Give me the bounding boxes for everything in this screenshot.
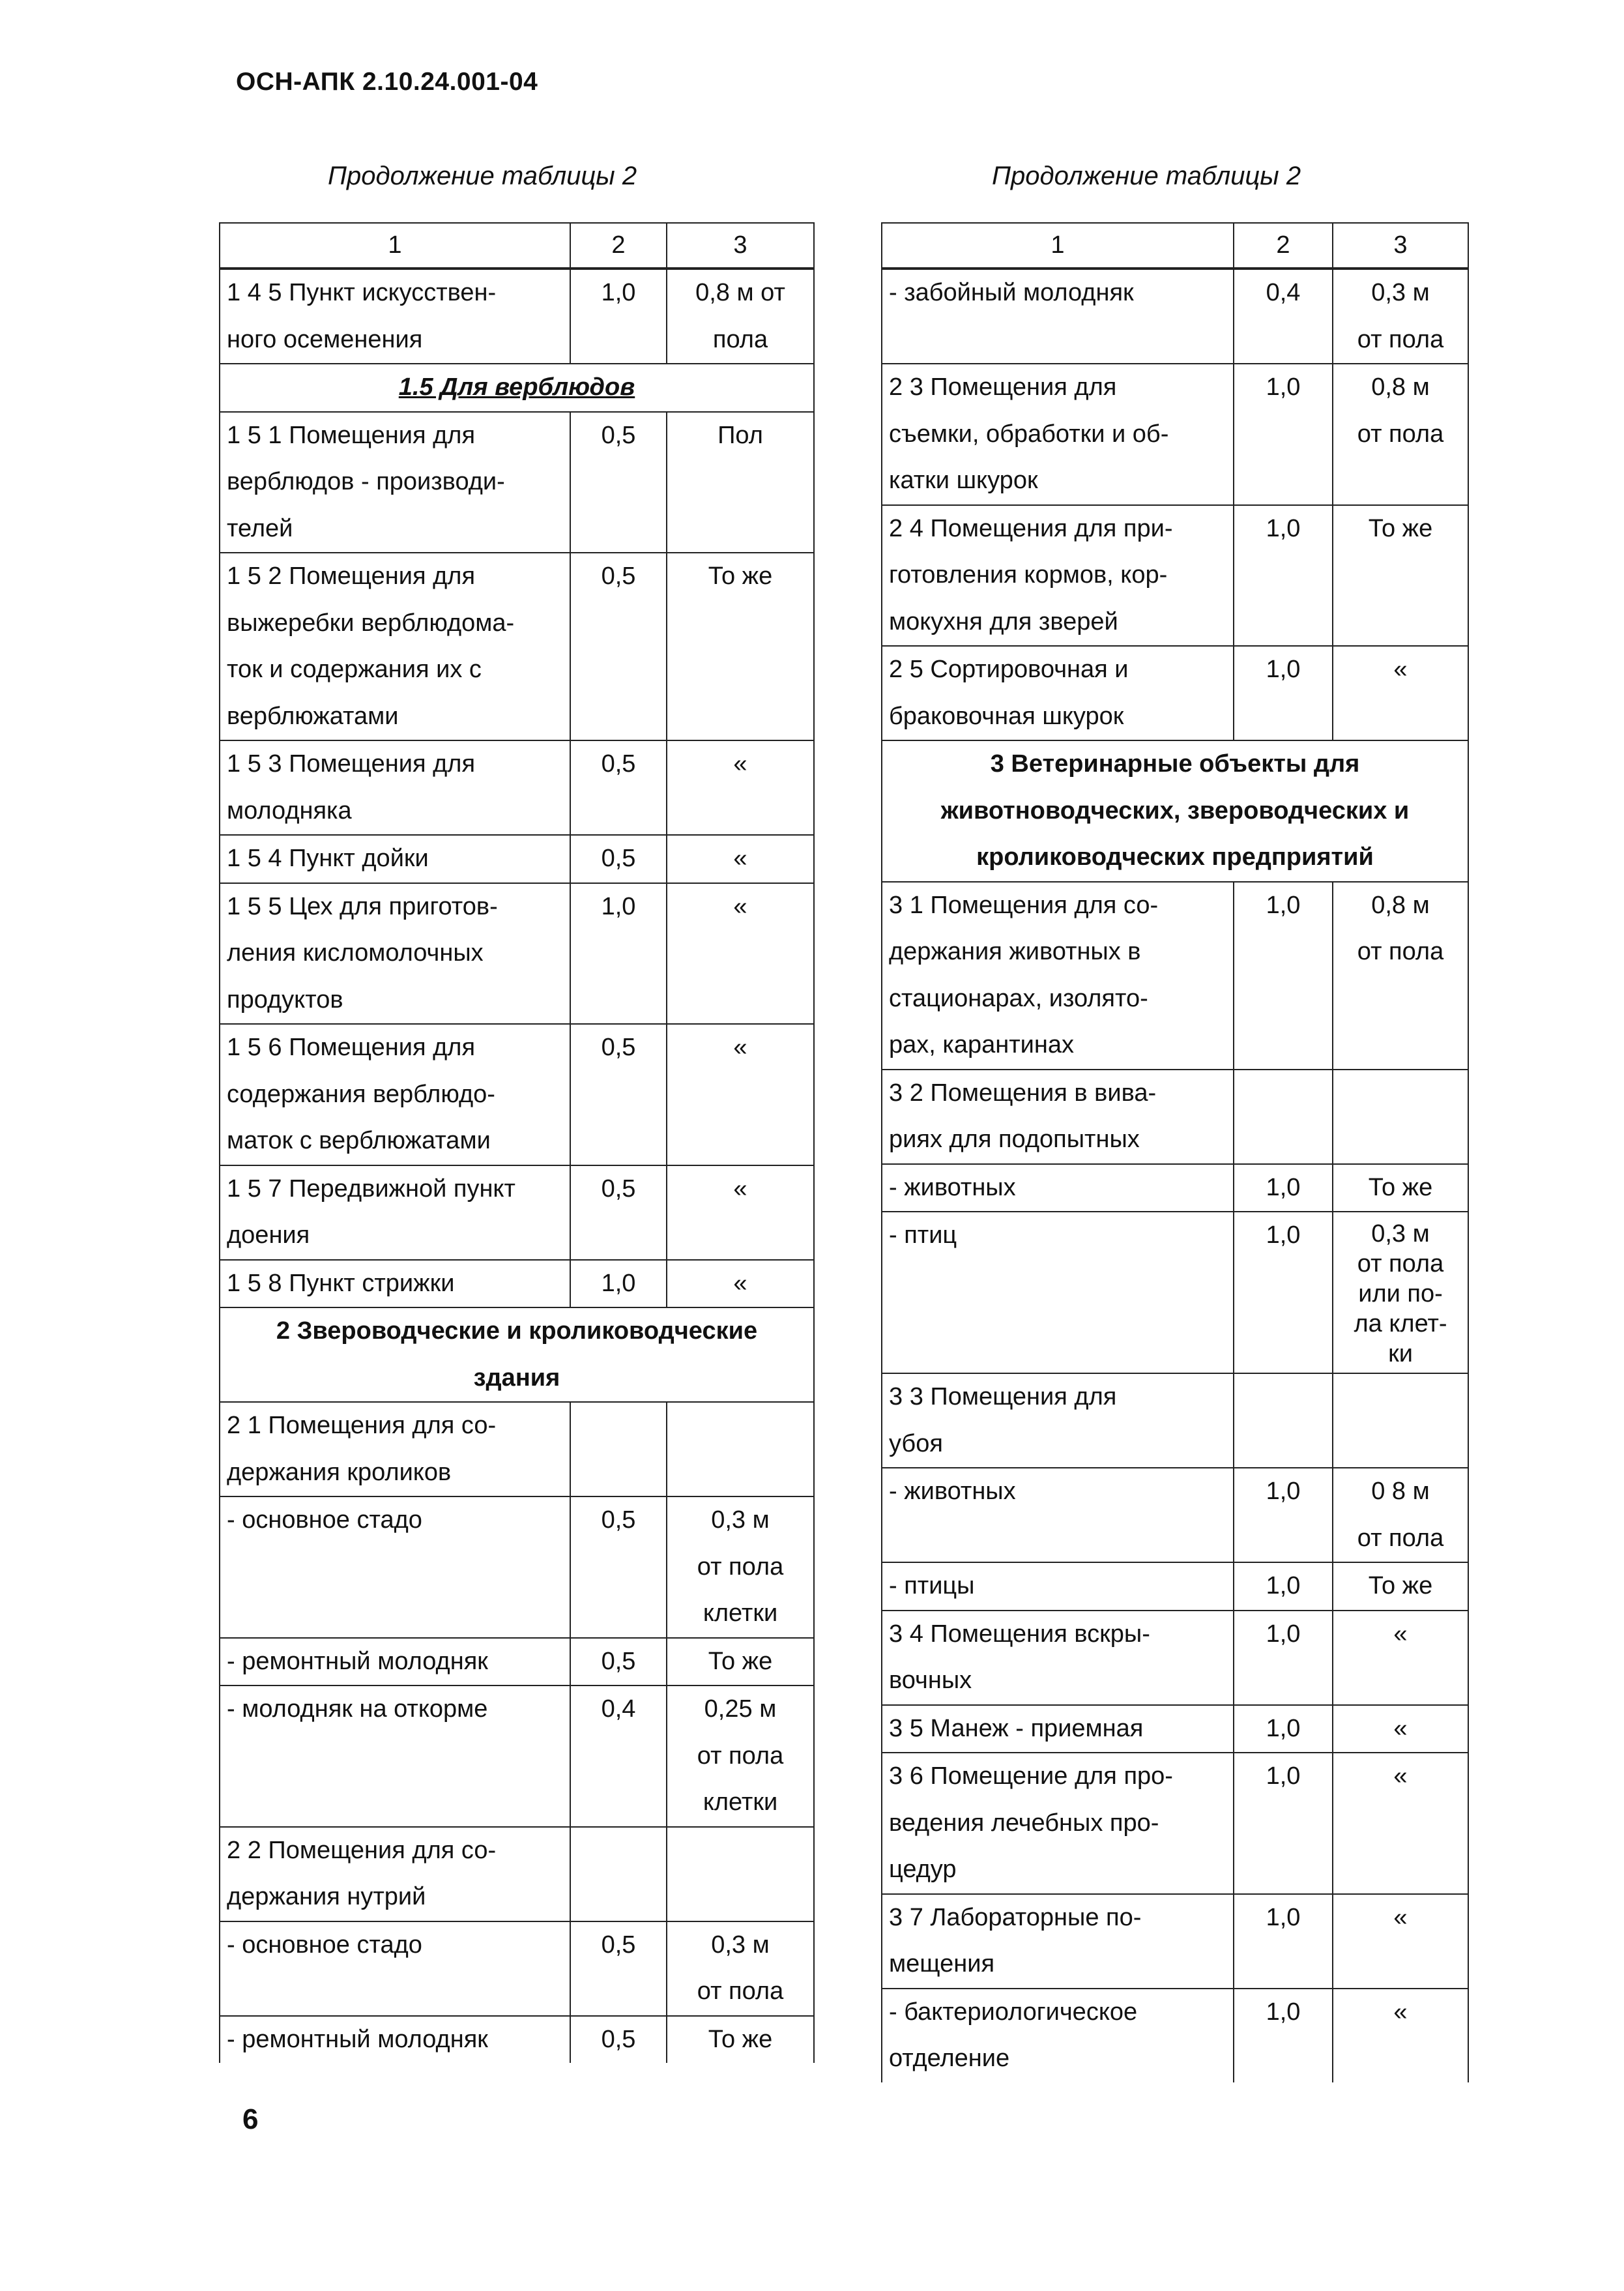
section-heading xyxy=(220,1307,814,1402)
cell-line: 0,3 м xyxy=(711,1931,770,1959)
coefficient-cell: 1,0 xyxy=(1234,1611,1333,1705)
cell-line: 3 Ветеринарные объекты для xyxy=(990,750,1360,778)
height-cell xyxy=(1333,1611,1468,1705)
room-name-cell xyxy=(220,883,570,1025)
height-cell xyxy=(1333,1989,1468,2082)
cell-line: 2 2 Помещения для со- xyxy=(227,1836,497,1864)
column-header: 2 xyxy=(570,223,667,269)
room-name-cell xyxy=(220,1685,570,1827)
cell-line: - основное стадо xyxy=(227,1506,422,1534)
cell-line: - птиц xyxy=(889,1221,957,1249)
table-row xyxy=(220,1496,814,1638)
room-name-cell xyxy=(882,1989,1234,2082)
coefficient-cell: 0,4 xyxy=(570,1685,667,1827)
table-row xyxy=(882,1611,1468,1705)
cell-line: 1 5 8 Пункт стрижки xyxy=(227,1269,455,1297)
cell-line: - животных xyxy=(889,1173,1016,1201)
room-name-cell xyxy=(220,1260,570,1308)
document-code: ОСН-АПК 2.10.24.001-04 xyxy=(236,68,538,96)
table-row xyxy=(882,882,1468,1070)
cell-line: ного осеменения xyxy=(227,325,423,353)
cell-line: - ремонтный молодняк xyxy=(227,2025,488,2053)
cell-line: « xyxy=(733,750,747,778)
table-caption-right: Продолжение таблицы 2 xyxy=(992,162,1301,190)
coefficient-cell: 0,5 xyxy=(570,1921,667,2016)
coefficient-cell: 1,0 xyxy=(1234,646,1333,740)
cell-line: 0,3 м xyxy=(1371,279,1430,306)
cell-line: 3 7 Лабораторные по- xyxy=(889,1903,1142,1931)
coefficient-cell: 1,0 xyxy=(570,269,667,364)
cell-line: от пола xyxy=(1357,325,1444,353)
room-name-cell xyxy=(882,269,1234,364)
table-row xyxy=(882,1705,1468,1753)
height-cell xyxy=(667,1496,814,1638)
height-cell xyxy=(1333,269,1468,364)
coefficient-cell: 1,0 xyxy=(570,883,667,1025)
cell-line: 1 5 6 Помещения для xyxy=(227,1034,476,1061)
height-cell xyxy=(1333,882,1468,1070)
cell-line: То же xyxy=(708,1647,773,1675)
height-cell xyxy=(1333,1070,1468,1164)
height-cell xyxy=(1333,1562,1468,1611)
table-caption-left: Продолжение таблицы 2 xyxy=(328,162,637,190)
cell-line: риях для подопытных xyxy=(889,1126,1140,1153)
cell-line: держания нутрий xyxy=(227,1883,426,1910)
cell-line: 1 5 2 Помещения для xyxy=(227,562,476,590)
cell-line: - забойный молодняк xyxy=(889,279,1134,306)
cell-line: 1 5 3 Помещения для xyxy=(227,750,476,778)
cell-line: от пола xyxy=(1357,1250,1444,1277)
height-cell xyxy=(667,553,814,740)
cell-line: « xyxy=(1393,1714,1408,1742)
cell-line: доения xyxy=(227,1221,310,1249)
table-row xyxy=(882,1212,1468,1373)
cell-line: - птицы xyxy=(889,1572,975,1599)
cell-line: 2 4 Помещения для при- xyxy=(889,514,1173,542)
table-row xyxy=(220,1260,814,1308)
room-name-cell xyxy=(220,1024,570,1165)
coefficient-cell: 1,0 xyxy=(570,1260,667,1308)
height-cell xyxy=(667,1024,814,1165)
section-heading-row xyxy=(220,1307,814,1402)
cell-line: « xyxy=(733,892,747,920)
column-header: 3 xyxy=(667,223,814,269)
cell-line: 0,3 м xyxy=(1371,1220,1430,1248)
coefficient-cell: 1,0 xyxy=(1234,505,1333,647)
cell-line: 1 5 7 Передвижной пункт xyxy=(227,1175,515,1203)
coefficient-cell: 0,5 xyxy=(570,1165,667,1260)
cell-line: ки xyxy=(1388,1340,1413,1367)
coefficient-cell xyxy=(570,1827,667,1921)
room-name-cell xyxy=(882,1468,1234,1562)
cell-line: от пола xyxy=(697,1742,784,1770)
room-name-cell xyxy=(882,1753,1234,1894)
section-heading xyxy=(882,740,1468,882)
cell-line: « xyxy=(733,1034,747,1061)
cell-line: « xyxy=(733,845,747,872)
column-header: 1 xyxy=(882,223,1234,269)
coefficient-cell: 1,0 xyxy=(1234,882,1333,1070)
cell-line: « xyxy=(1393,1762,1408,1790)
cell-line: ведения лечебных про- xyxy=(889,1809,1159,1837)
room-name-cell xyxy=(220,1402,570,1496)
coefficient-cell: 1,0 xyxy=(1234,1212,1333,1373)
height-cell xyxy=(667,883,814,1025)
table-row xyxy=(882,1164,1468,1212)
cell-line: - молодняк на откорме xyxy=(227,1695,488,1723)
coefficient-cell: 0,5 xyxy=(570,1638,667,1686)
coefficient-cell: 1,0 xyxy=(1234,1753,1333,1894)
column-header: 2 xyxy=(1234,223,1333,269)
cell-line: клетки xyxy=(703,1599,778,1627)
cell-line: 1 5 1 Помещения для xyxy=(227,421,476,449)
cell-line: 0,3 м xyxy=(711,1506,770,1534)
cell-line: 2 Звероводческие и кролиководческие xyxy=(276,1317,758,1345)
cell-line: То же xyxy=(708,2025,773,2053)
height-cell xyxy=(667,835,814,883)
cell-line: 3 6 Помещение для про- xyxy=(889,1762,1173,1790)
cell-line: держания кроликов xyxy=(227,1458,452,1486)
coefficient-cell: 1,0 xyxy=(1234,1989,1333,2082)
cell-line: рах, карантинах xyxy=(889,1031,1074,1058)
room-name-cell xyxy=(882,882,1234,1070)
cell-line: - бактериологическое xyxy=(889,1998,1138,2026)
coefficient-cell xyxy=(1234,1373,1333,1468)
section-heading xyxy=(220,364,814,412)
cell-line: животноводческих, звероводческих и xyxy=(940,796,1410,824)
coefficient-cell: 0,5 xyxy=(570,553,667,740)
height-cell xyxy=(1333,1373,1468,1468)
cell-line: 0,8 м от xyxy=(695,279,785,306)
cell-line: « xyxy=(1393,656,1408,683)
height-cell xyxy=(667,1402,814,1496)
coefficient-cell xyxy=(570,1402,667,1496)
cell-line: пола xyxy=(712,325,768,353)
table-row xyxy=(220,883,814,1025)
height-cell xyxy=(667,740,814,835)
height-cell xyxy=(667,2016,814,2064)
cell-line: готовления кормов, кор- xyxy=(889,561,1168,589)
table-header-row xyxy=(882,223,1468,269)
cell-line: цедур xyxy=(889,1856,957,1883)
cell-line: здания xyxy=(473,1364,560,1392)
room-name-cell xyxy=(882,1611,1234,1705)
cell-line: 3 5 Манеж - приемная xyxy=(889,1714,1144,1742)
room-name-cell xyxy=(882,1894,1234,1989)
table-row xyxy=(220,835,814,883)
cell-line: 3 1 Помещения для со- xyxy=(889,891,1159,919)
cell-line: ления кисломолочных xyxy=(227,939,484,967)
height-cell xyxy=(667,1638,814,1686)
cell-line: от пола xyxy=(1357,1524,1444,1552)
room-name-cell xyxy=(220,1638,570,1686)
table-row xyxy=(220,1921,814,2016)
cell-line: « xyxy=(1393,1620,1408,1648)
cell-line: от пола xyxy=(1357,420,1444,448)
cell-line: ла клет- xyxy=(1354,1310,1447,1337)
cell-line: То же xyxy=(1368,514,1433,542)
height-cell xyxy=(1333,1753,1468,1894)
cell-line: клетки xyxy=(703,1788,778,1816)
height-cell xyxy=(1333,646,1468,740)
table-header-row xyxy=(220,223,814,269)
coefficient-cell: 0,5 xyxy=(570,2016,667,2064)
cell-line: содержания верблюдо- xyxy=(227,1080,495,1108)
cell-line: 1 4 5 Пункт искусствен- xyxy=(227,279,497,306)
cell-line: - основное стадо xyxy=(227,1931,422,1959)
room-name-cell xyxy=(882,646,1234,740)
table-row xyxy=(882,1989,1468,2082)
room-name-cell xyxy=(220,553,570,740)
coefficient-cell: 0,5 xyxy=(570,412,667,553)
section-heading-row xyxy=(882,740,1468,882)
table-row xyxy=(220,740,814,835)
height-cell xyxy=(1333,1164,1468,1212)
room-name-cell xyxy=(220,269,570,364)
cell-line: верблюжатами xyxy=(227,702,399,730)
height-cell xyxy=(667,1260,814,1308)
table-left xyxy=(219,222,815,2063)
room-name-cell xyxy=(220,1921,570,2016)
table-row xyxy=(882,505,1468,647)
cell-line: « xyxy=(733,1175,747,1203)
table-row xyxy=(882,1373,1468,1468)
height-cell xyxy=(667,1827,814,1921)
cell-line: или по- xyxy=(1358,1280,1443,1307)
table-row xyxy=(220,269,814,364)
table-row xyxy=(882,1070,1468,1164)
cell-line: « xyxy=(733,1269,747,1297)
cell-line: выжеребки верблюдома- xyxy=(227,609,515,637)
cell-line: 2 3 Помещения для xyxy=(889,373,1117,401)
height-cell xyxy=(1333,364,1468,505)
cell-line: 2 1 Помещения для со- xyxy=(227,1412,497,1439)
height-cell xyxy=(667,1921,814,2016)
table-row xyxy=(220,1638,814,1686)
cell-line: от пола xyxy=(697,1977,784,2005)
table-row xyxy=(220,412,814,553)
cell-line: мещения xyxy=(889,1950,995,1977)
cell-line: 0,8 м xyxy=(1371,373,1430,401)
coefficient-cell xyxy=(1234,1070,1333,1164)
room-name-cell xyxy=(882,364,1234,505)
table-right xyxy=(881,222,1469,2082)
table-row xyxy=(882,1894,1468,1989)
room-name-cell xyxy=(882,1562,1234,1611)
cell-line: 0 8 м xyxy=(1371,1478,1430,1505)
cell-line: катки шкурок xyxy=(889,467,1038,494)
table-row xyxy=(220,1827,814,1921)
height-cell xyxy=(667,269,814,364)
cell-line: от пола xyxy=(697,1553,784,1581)
cell-line: верблюдов - производи- xyxy=(227,468,505,495)
column-header: 3 xyxy=(1333,223,1468,269)
room-name-cell xyxy=(220,2016,570,2064)
room-name-cell xyxy=(220,740,570,835)
table-row xyxy=(882,364,1468,505)
table-row xyxy=(882,269,1468,364)
coefficient-cell: 0,5 xyxy=(570,1496,667,1638)
coefficient-cell: 1,0 xyxy=(1234,1562,1333,1611)
room-name-cell xyxy=(220,412,570,553)
cell-line: вочных xyxy=(889,1667,972,1694)
cell-line: продуктов xyxy=(227,985,343,1014)
table-row xyxy=(882,646,1468,740)
coefficient-cell: 1,0 xyxy=(1234,1468,1333,1562)
table-row xyxy=(882,1753,1468,1894)
cell-line: мокухня для зверей xyxy=(889,607,1118,635)
cell-line: телей xyxy=(227,514,293,542)
cell-line: То же xyxy=(1368,1572,1433,1599)
table-row xyxy=(220,2016,814,2064)
table-row xyxy=(220,1685,814,1827)
coefficient-cell: 1,0 xyxy=(1234,1894,1333,1989)
cell-line: - ремонтный молодняк xyxy=(227,1647,488,1675)
height-cell xyxy=(1333,1212,1468,1373)
cell-line: - животных xyxy=(889,1478,1016,1505)
cell-line: То же xyxy=(708,562,773,590)
cell-line: стационарах, изолято- xyxy=(889,984,1148,1012)
cell-line: 3 3 Помещения для xyxy=(889,1383,1117,1410)
cell-line: убоя xyxy=(889,1429,943,1457)
room-name-cell xyxy=(882,1373,1234,1468)
height-cell xyxy=(1333,1705,1468,1753)
height-cell xyxy=(667,1685,814,1827)
cell-line: ток и содержания их с xyxy=(227,656,482,683)
cell-line: 0,8 м xyxy=(1371,891,1430,919)
column-header: 1 xyxy=(220,223,570,269)
cell-line: съемки, обработки и об- xyxy=(889,420,1169,448)
cell-line: 1.5 Для верблюдов xyxy=(398,373,635,401)
room-name-cell xyxy=(882,1212,1234,1373)
cell-line: 3 4 Помещения вскры- xyxy=(889,1620,1150,1648)
height-cell xyxy=(667,1165,814,1260)
table-row xyxy=(882,1468,1468,1562)
coefficient-cell: 1,0 xyxy=(1234,364,1333,505)
cell-line: « xyxy=(1393,1998,1408,2026)
height-cell xyxy=(667,412,814,553)
room-name-cell xyxy=(220,1496,570,1638)
room-name-cell xyxy=(220,835,570,883)
room-name-cell xyxy=(882,1705,1234,1753)
section-heading-row xyxy=(220,364,814,412)
table-row xyxy=(220,1024,814,1165)
room-name-cell xyxy=(882,505,1234,647)
cell-line: маток с верблюжатами xyxy=(227,1127,491,1154)
room-name-cell xyxy=(882,1070,1234,1164)
cell-line: 2 5 Сортировочная и xyxy=(889,656,1129,683)
table-row xyxy=(220,1165,814,1260)
height-cell xyxy=(1333,1894,1468,1989)
coefficient-cell: 1,0 xyxy=(1234,1705,1333,1753)
table-row xyxy=(220,1402,814,1496)
coefficient-cell: 0,5 xyxy=(570,740,667,835)
coefficient-cell: 1,0 xyxy=(1234,1164,1333,1212)
cell-line: 3 2 Помещения в вива- xyxy=(889,1079,1157,1107)
cell-line: кролиководческих предприятий xyxy=(976,843,1374,871)
room-name-cell xyxy=(882,1164,1234,1212)
cell-line: браковочная шкурок xyxy=(889,702,1124,730)
height-cell xyxy=(1333,1468,1468,1562)
room-name-cell xyxy=(220,1165,570,1260)
cell-line: 0,25 м xyxy=(704,1695,777,1723)
table-row xyxy=(220,553,814,740)
cell-line: « xyxy=(1393,1903,1408,1931)
coefficient-cell: 0,4 xyxy=(1234,269,1333,364)
cell-line: отделение xyxy=(889,2045,1010,2072)
cell-line: молодняка xyxy=(227,796,352,824)
cell-line: 1 5 4 Пункт дойки xyxy=(227,845,429,872)
cell-line: То же xyxy=(1368,1173,1433,1201)
table-row xyxy=(882,1562,1468,1611)
cell-line: от пола xyxy=(1357,938,1444,965)
coefficient-cell: 0,5 xyxy=(570,835,667,883)
height-cell xyxy=(1333,505,1468,647)
cell-line: Пол xyxy=(718,421,763,449)
page-number: 6 xyxy=(242,2103,259,2135)
coefficient-cell: 0,5 xyxy=(570,1024,667,1165)
cell-line: 1 5 5 Цех для приготов- xyxy=(227,892,498,920)
room-name-cell xyxy=(220,1827,570,1921)
cell-line: держания животных в xyxy=(889,938,1141,965)
